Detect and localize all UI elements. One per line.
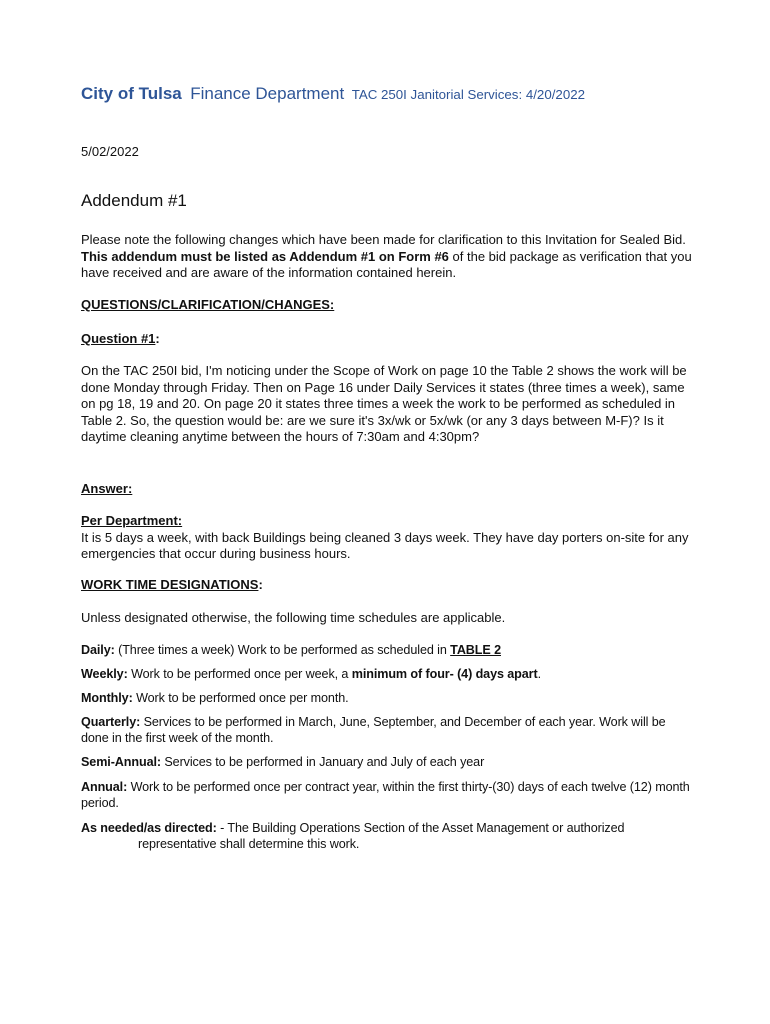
- annual-text: Work to be performed once per contract year, within the first thirty-(30) days of each twelve (12) month period.: [81, 780, 690, 810]
- semi-annual-text: Services to be performed in January and July of each year: [160, 755, 485, 769]
- intro-bold-text: This addendum must be listed as Addendum #1 on Form #6: [81, 248, 449, 264]
- document-header: [81, 84, 585, 104]
- annual-term: Annual:: [81, 780, 128, 794]
- schedule-semi-annual: [81, 754, 693, 770]
- weekly-bold: minimum of four- (4) days apart: [351, 667, 538, 681]
- daily-text: (Three times a week) Work to be performed as scheduled in: [114, 643, 451, 657]
- monthly-term: Monthly:: [81, 691, 133, 705]
- work-time-colon: :: [258, 577, 263, 592]
- monthly-text: Work to be performed once per month.: [132, 691, 349, 705]
- schedule-daily: [81, 642, 693, 658]
- section-heading: QUESTIONS/CLARIFICATION/CHANGES:: [81, 297, 335, 312]
- schedule-as-needed: [81, 820, 693, 852]
- header-tac-title: TAC 250I Janitorial Services: 4/20/2022: [351, 87, 585, 102]
- answer-block: [81, 513, 693, 563]
- schedule-quarterly: [81, 714, 693, 746]
- answer-label: Answer:: [81, 481, 133, 496]
- as-needed-term: As needed/as directed:: [81, 821, 217, 835]
- semi-annual-term: Semi-Annual:: [81, 755, 161, 769]
- schedule-weekly: [81, 666, 693, 682]
- question-1-title: Question #1: [81, 331, 156, 346]
- question-1-colon: :: [155, 331, 160, 346]
- quarterly-term: Quarterly:: [81, 715, 141, 729]
- weekly-end: .: [537, 667, 541, 681]
- document-date: 5/02/2022: [81, 144, 139, 159]
- as-needed-text: - The Building Operations Section of the Asset Management or authorized: [216, 821, 625, 835]
- question-1-label: [81, 331, 160, 348]
- header-department: Finance Department: [190, 84, 345, 103]
- addendum-title: Addendum #1: [81, 191, 187, 210]
- work-time-title: WORK TIME DESIGNATIONS: [81, 577, 259, 592]
- intro-text-1: Please note the following changes which have been made for clarification to this Invitation for Sealed Bid.: [81, 232, 686, 247]
- quarterly-text: Services to be performed in March, June, September, and December of each year. Work will be done in the first week of the month.: [81, 715, 666, 745]
- work-time-heading: [81, 577, 263, 594]
- intro-paragraph: [81, 232, 693, 282]
- intro-text-2: of the bid package as verification that you have received and are aware of the information contained herein.: [81, 248, 692, 280]
- work-time-intro: Unless designated otherwise, the following time schedules are applicable.: [81, 610, 506, 625]
- daily-term: Daily:: [81, 643, 115, 657]
- answer-text: It is 5 days a week, with back Buildings being cleaned 3 days week. They have day porters on-site for any emergencies that occur during business hours.: [81, 529, 689, 561]
- schedule-annual: [81, 779, 693, 811]
- header-city: City of Tulsa: [81, 84, 182, 103]
- table-2-ref: TABLE 2: [450, 643, 501, 657]
- weekly-term: Weekly:: [81, 667, 128, 681]
- as-needed-continuation: representative shall determine this work.: [138, 837, 360, 851]
- weekly-text: Work to be performed once per week, a: [127, 667, 352, 681]
- schedule-monthly: [81, 690, 693, 706]
- per-department-label: Per Department:: [81, 513, 183, 528]
- question-1-text: On the TAC 250I bid, I'm noticing under the Scope of Work on page 10 the Table 2 shows the work will be done Monday through Friday. Then on Page 16 under Daily Services it states (three times a week), same on pg 18, 19 and 20. On page 20 it states three times a week the work to be performed as scheduled in Table 2. So, the question would be: are we sure it's 3x/wk or 5x/wk (or any 3 days between M-F)? Is it daytime cleaning anytime between the hours of 7:30am and 4:30pm?: [81, 363, 687, 444]
